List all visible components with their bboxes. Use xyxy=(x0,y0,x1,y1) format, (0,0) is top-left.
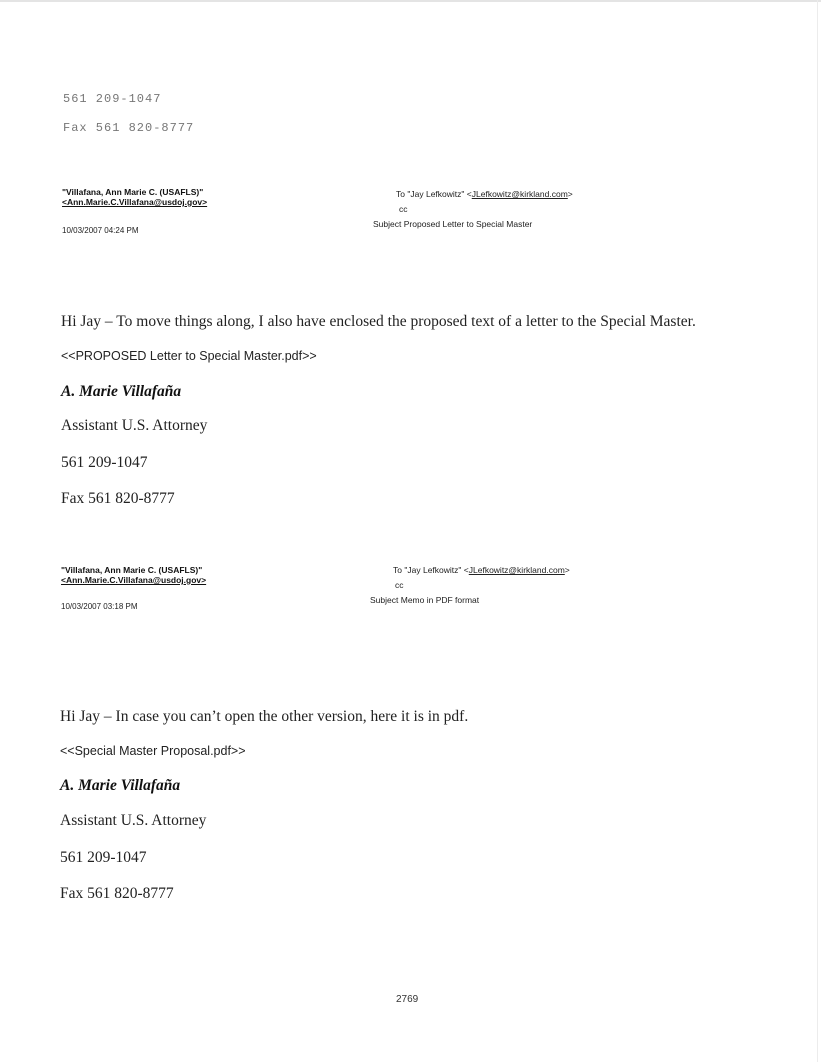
email-1-subject: Proposed Letter to Special Master xyxy=(403,219,533,229)
email-2-from-email[interactable]: <Ann.Marie.C.Villafana@usdoj.gov> xyxy=(61,575,207,585)
email-2-attachment[interactable]: <<Special Master Proposal.pdf>> xyxy=(60,744,246,758)
email-1-to-email[interactable]: JLefkowitz@kirkland.com xyxy=(471,189,568,199)
email-2-subject-label: Subject xyxy=(370,595,399,605)
email-2-signature-fax: Fax 561 820-8777 xyxy=(60,885,174,902)
email-1-to-name: "Jay Lefkowitz" < xyxy=(407,189,472,199)
email-2-to-close: > xyxy=(564,565,570,575)
email-2-to-email[interactable]: JLefkowitz@kirkland.com xyxy=(468,565,565,575)
email-1-to-line xyxy=(396,187,573,202)
email-1-date: 10/03/2007 04:24 PM xyxy=(62,226,139,235)
email-2-to-line xyxy=(393,563,570,578)
email-1-subject-line xyxy=(373,217,532,232)
email-1-signature-fax: Fax 561 820-8777 xyxy=(61,490,175,507)
top-phone: 561 209-1047 xyxy=(63,92,162,106)
email-1-from-name: "Villafana, Ann Marie C. (USAFLS)" xyxy=(62,187,204,197)
scan-top-edge xyxy=(0,0,821,2)
email-1-cc-label: cc xyxy=(399,204,408,214)
email-1-subject-label: Subject xyxy=(373,219,402,229)
page-number: 2769 xyxy=(396,994,419,1005)
email-1-signature-phone: 561 209-1047 xyxy=(61,454,148,471)
email-1-body: Hi Jay – To move things along, I also have enclosed the proposed text of a letter to the Special Master. xyxy=(61,313,696,330)
email-2-body: Hi Jay – In case you can’t open the other version, here it is in pdf. xyxy=(60,708,469,725)
email-2-subject: Memo in PDF format xyxy=(400,595,480,605)
email-1-from xyxy=(62,187,207,207)
email-2-signature-phone: 561 209-1047 xyxy=(60,849,147,866)
email-1-from-email[interactable]: <Ann.Marie.C.Villafana@usdoj.gov> xyxy=(62,197,208,207)
scan-right-edge xyxy=(817,0,818,1062)
email-2-from-name: "Villafana, Ann Marie C. (USAFLS)" xyxy=(61,565,203,575)
email-1-attachment[interactable]: <<PROPOSED Letter to Special Master.pdf>> xyxy=(61,349,317,363)
email-1-to-label: To xyxy=(396,189,405,199)
email-2-cc-label: cc xyxy=(395,580,404,590)
email-2-signature-name: A. Marie Villafaña xyxy=(60,777,181,794)
email-1-signature-title: Assistant U.S. Attorney xyxy=(61,417,208,434)
email-2-subject-line xyxy=(370,593,479,608)
email-1-signature-name: A. Marie Villafaña xyxy=(61,383,182,400)
email-2-to-label: To xyxy=(393,565,402,575)
email-1-to-close: > xyxy=(567,189,573,199)
email-2-to-name: "Jay Lefkowitz" < xyxy=(404,565,469,575)
email-2-date: 10/03/2007 03:18 PM xyxy=(61,602,138,611)
top-fax: Fax 561 820-8777 xyxy=(63,121,195,135)
email-2-signature-title: Assistant U.S. Attorney xyxy=(60,812,207,829)
email-2-from xyxy=(61,565,206,585)
